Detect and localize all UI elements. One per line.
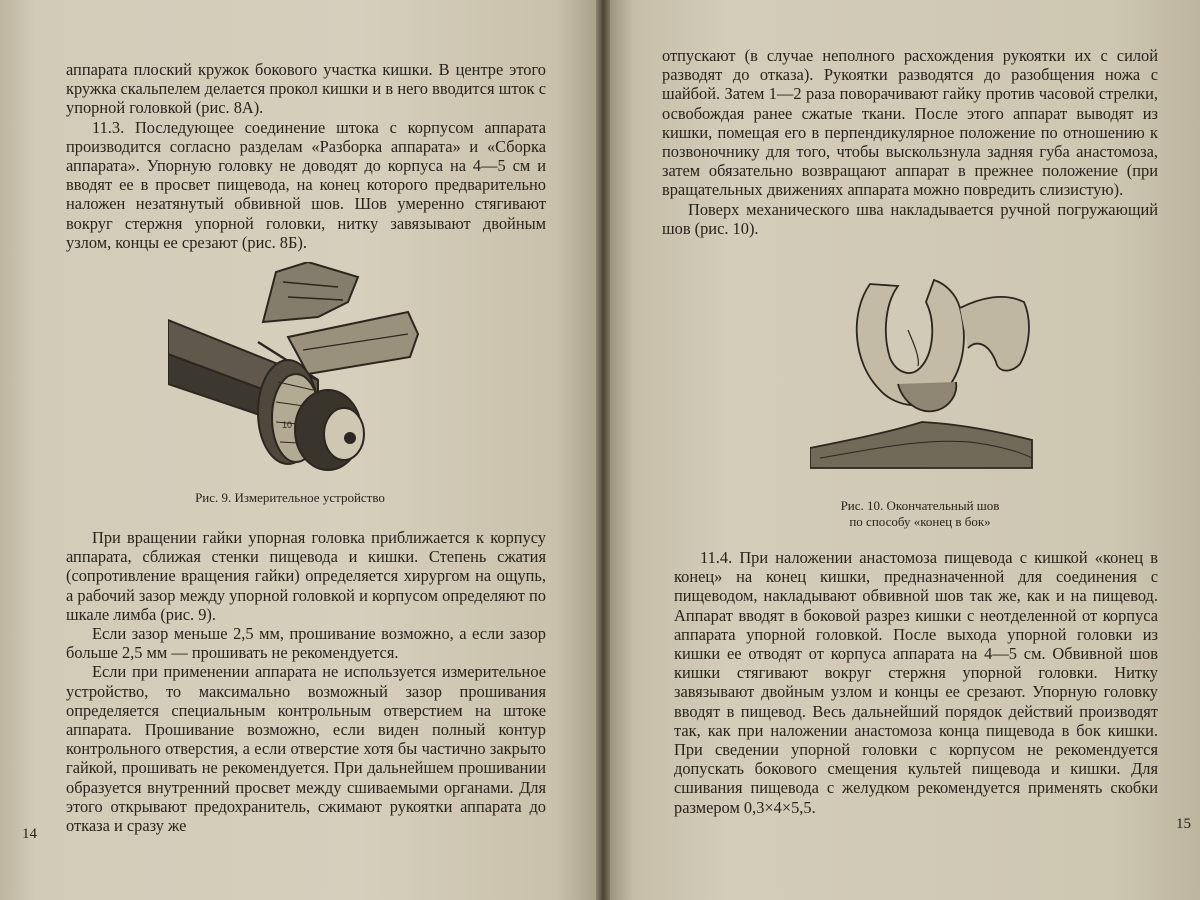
paragraph: Поверх механического шва накладывается ручной погружающий шов (рис. 10). (662, 199, 1158, 238)
caption-line: по способу «конец в бок» (849, 514, 991, 529)
paragraph: 11.3. Последующее соединение штока с корпусом аппарата производится согласно разделам «Разборка аппарата» и «Сборка аппарата». Упорную головку не доводят до корпуса на 4—5 см и вводят ее в просвет пищевода, на конец которого предварительно наложен незатянутый обвивной шов. Шов умеренно стягивают вокруг стержня упорной головки, нитку завязывают двойным узлом, концы ее срезают (рис. 8Б). (66, 117, 546, 252)
paragraph: аппарата плоский кружок бокового участка кишки. В центре этого кружка скальпелем делается прокол кишки и в него вводится шток с упорной головкой (рис. 8А). (66, 60, 546, 118)
right-bottom-text (674, 548, 1158, 817)
paragraph: отпускают (в случае неполного расхождения рукоятки их с силой разводят до отказа). Рукоятки разводятся до разобщения ножа с шайбой. Затем 1—2 раза поворачивают гайку против часовой стрелки, освобождая ранее сжатые ткани. После этого аппарат выводят из кишки, помещая его в перпендикулярное положение по отношению к позвоночнику для того, чтобы выскользнула задняя губа анастомоза, затем обязательно возвращают аппарат в прежнее положение (при вращательных движениях аппарата можно повредить слизистую). (662, 46, 1158, 200)
paragraph: При вращении гайки упорная головка приближается к корпусу аппарата, сближая стенки пищевода и кишки. Степень сжатия (сопротивление вращения гайки) определяется хирургом на ощупь, а рабочий зазор между упорной головкой и корпусом определяют по шкале лимба (рис. 9). (66, 528, 546, 624)
final-suture-figure (810, 272, 1035, 472)
dial-mark-label: 10 (282, 420, 293, 430)
suture-drawing (810, 280, 1032, 468)
figure-10-caption (800, 498, 1040, 530)
measuring-device-figure (168, 262, 423, 472)
left-bottom-text (66, 528, 546, 835)
left-page (0, 0, 598, 900)
page-number-left: 14 (22, 826, 37, 842)
paragraph: 11.4. При наложении анастомоза пищевода с кишкой «конец в конец» на конец кишки, предназначенной для соединения с пищеводом, накладывают обвивной шов так же, как и на пищевод. Аппарат вводят в боковой разрез кишки с неотделенной от корпуса аппарата упорной головкой. После выхода упорной головки из кишки ее отводят от корпуса аппарата на 4—5 см. Обвивной шов кишки стягивают вокруг стержня упорной головки. Нитку завязывают двойным узлом и концы ее срезают. Упорную головку вводят в пищевод. Весь дальнейший порядок действий производят так, как при наложении анастомоза конца пищевода в бок кишки. При сведении упорной головки с корпусом не рекомендуется допускать бокового смещения культей пищевода и кишки. Для сшивания пищевода с желудком рекомендуется применять скобки размером 0,3×4×5,5. (674, 548, 1158, 817)
right-top-text (662, 46, 1158, 238)
paragraph: Если зазор меньше 2,5 мм, прошивание возможно, а если зазор больше 2,5 мм — прошивать не рекомендуется. (66, 624, 546, 663)
left-top-text (66, 60, 546, 252)
page-number-right: 15 (1176, 816, 1191, 832)
device-drawing (168, 262, 418, 470)
paragraph: Если при применении аппарата не используется измерительное устройство, то максимально возможный зазор прошивания определяется специальным контрольным отверстием на штоке аппарата. Прошивание возможно, если виден полный контур контрольного отверстия, а если отверстие хотя бы частично закрыто гайкой, прошивать не рекомендуется. При дальнейшем прошивании образуется внутренний просвет между сшиваемыми органами. Для этого открывают предохранитель, сжимают рукоятки аппарата до отказа и сразу же (66, 662, 546, 836)
caption-line: Рис. 10. Окончательный шов (840, 498, 1000, 513)
right-page (610, 0, 1200, 900)
figure-9-caption: Рис. 9. Измерительное устройство (195, 490, 385, 505)
